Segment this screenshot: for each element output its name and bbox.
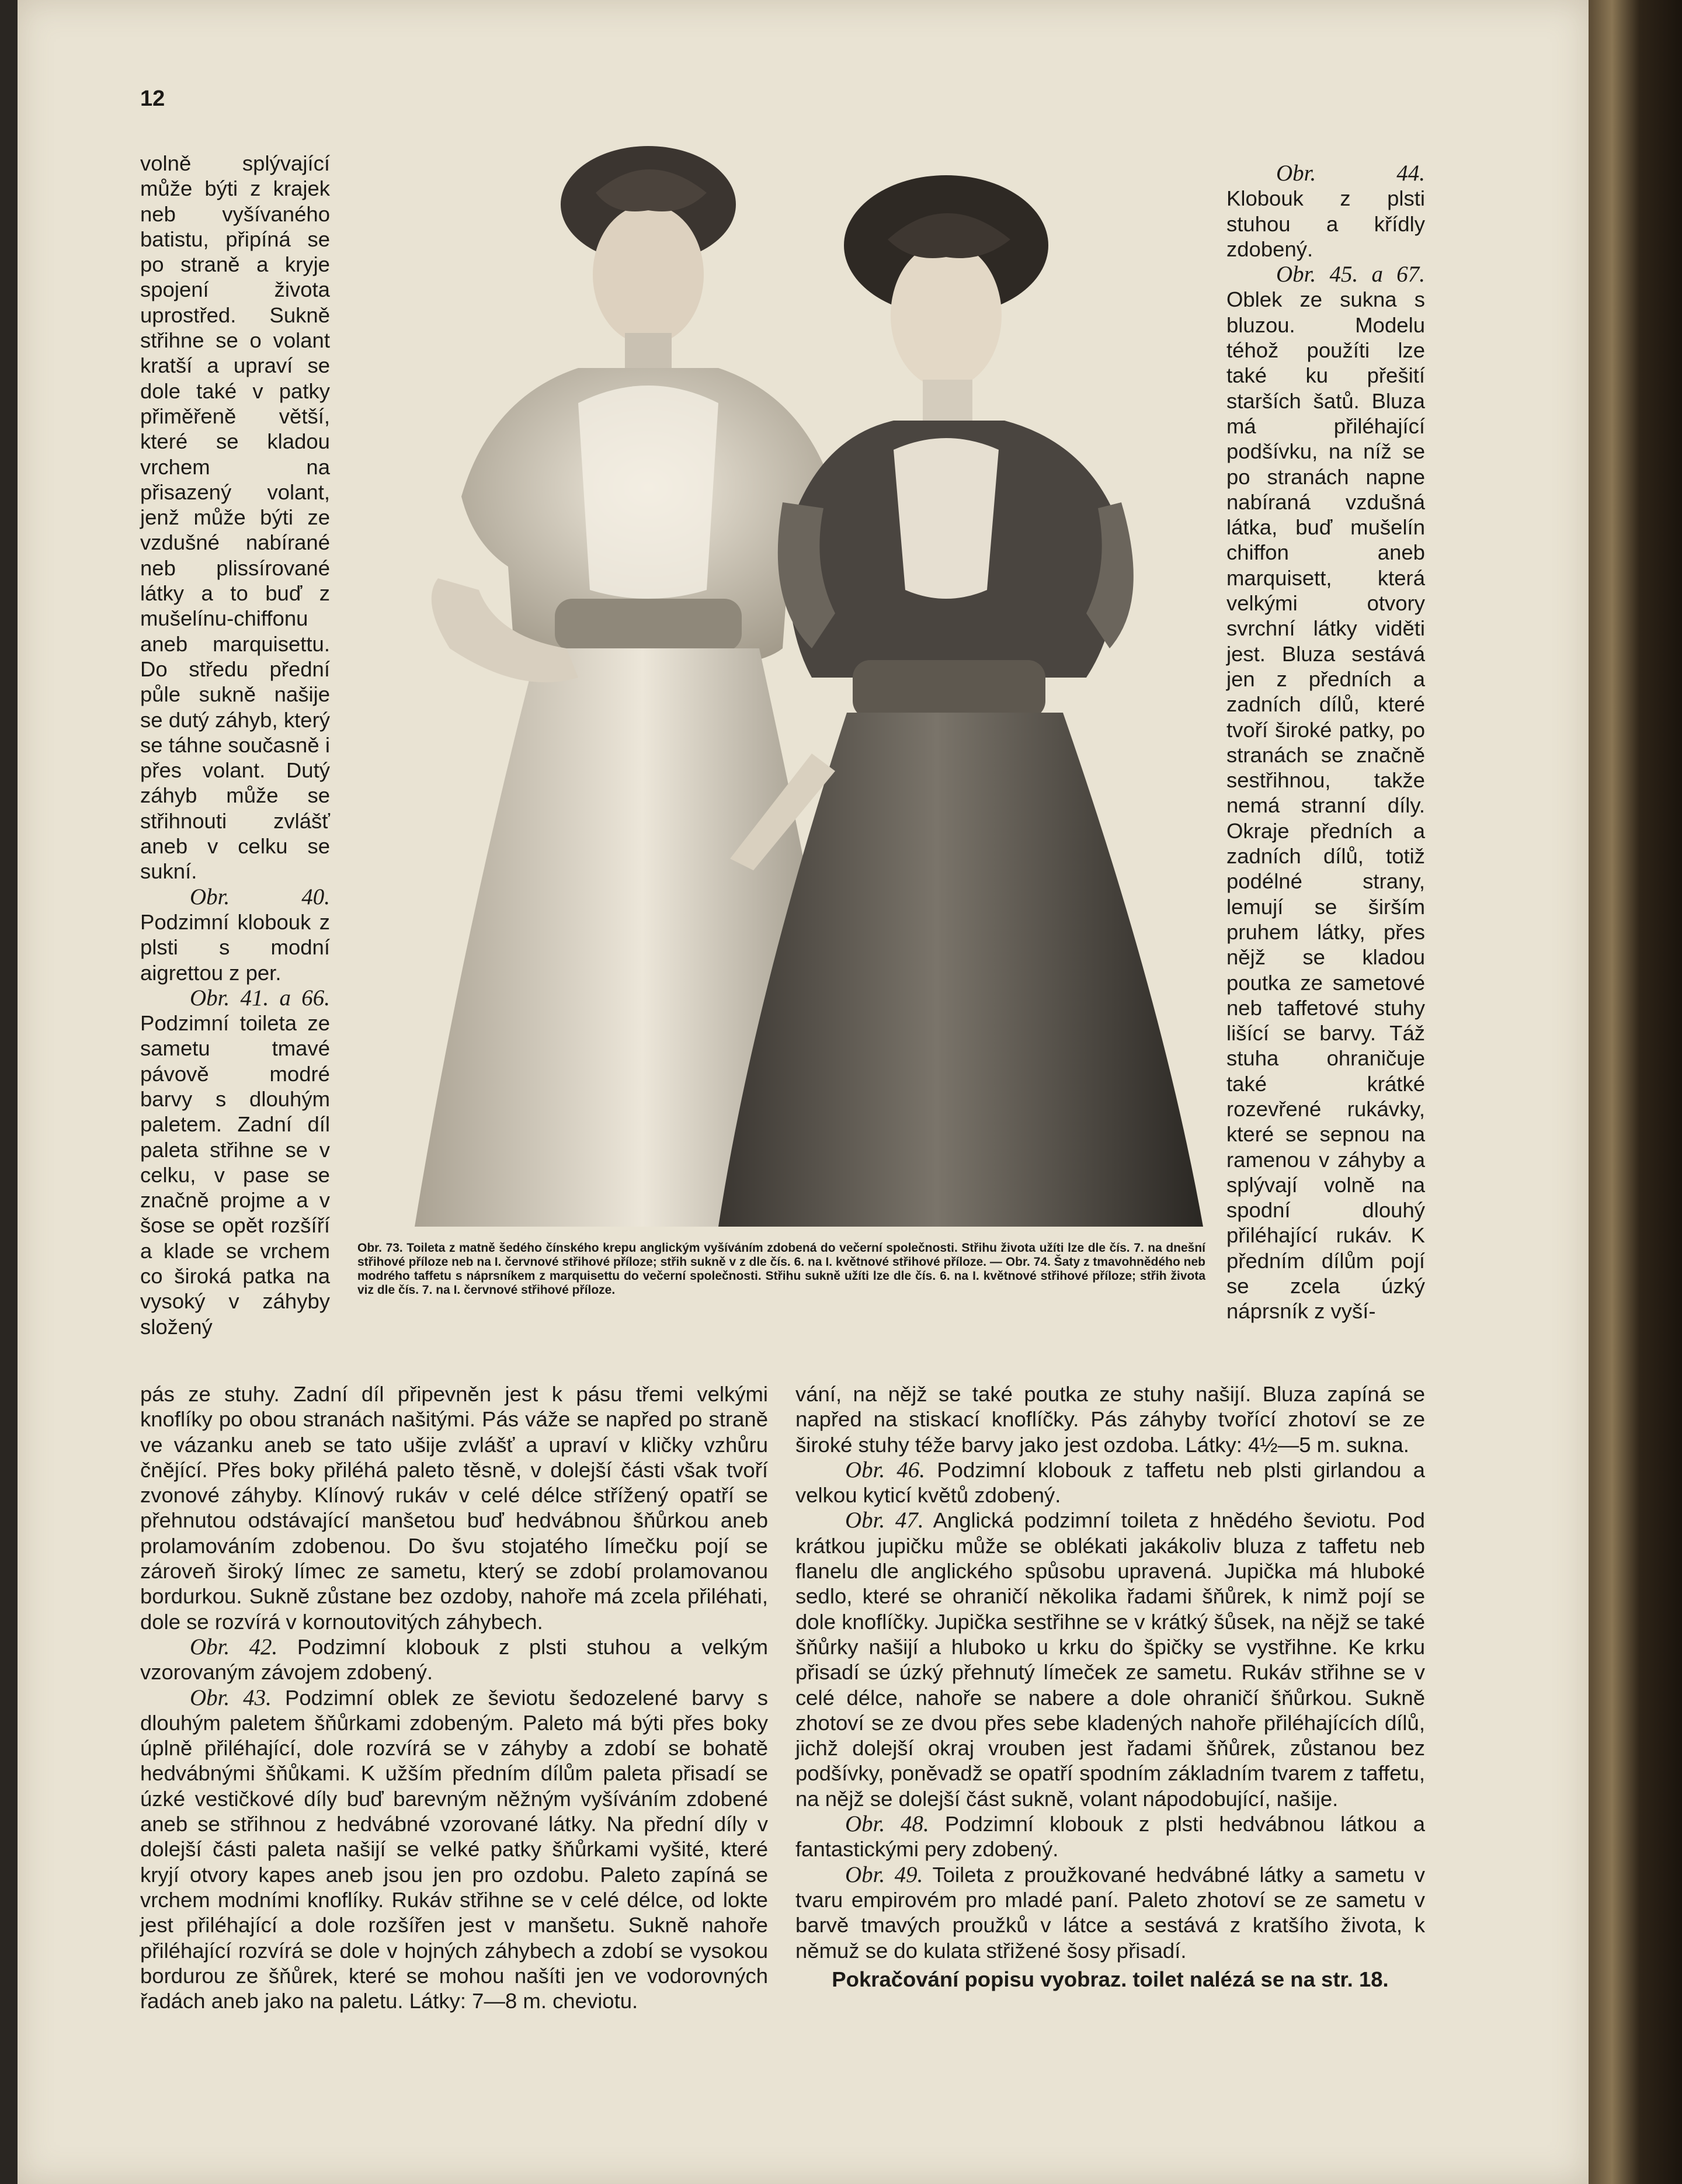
figure-reference: Obr. 41. a 66. xyxy=(190,985,330,1011)
figure-reference: Obr. 42. xyxy=(190,1634,278,1659)
figure-reference: Obr. 48. xyxy=(845,1811,929,1837)
figure-reference: Obr. 46. xyxy=(845,1457,925,1482)
bottom-left-column xyxy=(140,1381,768,2013)
paragraph: pás ze stuhy. Zadní díl připevněn jest k pásu třemi velkými knoflíky po obou stranách našitými. Pás váže se napřed po straně ve vázanku aneb se tato ušije zvlášť a upraví v kličky vzhůru čnějící. Přes boky přiléhá paleto těsně, v dolejší části však tvoří zvonové záhyby. Klínový rukáv v celé délce střížený opatří se přehnutou odstávající manšetou buď hedvábnou šňůrkou aneb prolamováním zdobenou. Do švu stojatého límečku pojí se zároveň široký límec ze sametu, který se zdobí prolamovanou bordurkou. Sukně zůstane bez ozdoby, nahoře má zcela přiléhati, dole se rozvírá v kornoutovitých záhybech. xyxy=(140,1382,768,1634)
paragraph-obr-45: Obr. 45. a 67. Oblek ze sukna s bluzou. Modelu téhož použíti lze také ku přešití starších šatů. Bluza má přiléhající podšívku, na níž se po stranách napne nabíraná vzdušná látka, buď mušelín chiffon aneb marquisett, která velkými otvory svrchní látky viděti jest. Bluza sestává jen z předních a zadních dílů, které tvoří široké patky, po stranách se značně sestřihnou, takže nemá stranní díly. Okraje předních a zadních dílů, totiž podélné strany, lemují se širším pruhem látky, přes nějž se kladou poutka ze sametové neb taffetové stuhy lišící se barvy. Táž stuha ohraničuje také krátké rozevřené rukávky, které se sepnou na ramenou v záhyby a splývají volně na spodní dlouhý přiléhající rukáv. K předním dílům pojí se zcela úzký náprsník z vyší- xyxy=(1226,262,1425,1324)
figure-reference: Obr. 49. xyxy=(845,1862,923,1887)
fashion-illustration xyxy=(403,123,1226,1238)
figure-reference: Obr. 45. a 67. xyxy=(1276,262,1425,287)
paragraph-obr-49: Obr. 49. Toileta z proužkované hedvábné látky a sametu v tvaru empirovém pro mladé paní. Paleto zhotoví se ze sametu v barvě tmavých proužků v látce a sestává z kratšího života, k němuž se do kulata střižené šosy přisadí. xyxy=(795,1862,1425,1963)
paragraph-obr-44: Obr. 44. Klobouk z plsti stuhou a křídly zdobený. xyxy=(1226,161,1425,261)
bottom-right-column xyxy=(795,1381,1425,1992)
page-number: 12 xyxy=(140,86,165,111)
figure-reference: Obr. 44. xyxy=(1276,161,1425,186)
figure-reference: Obr. 43. xyxy=(190,1685,272,1710)
right-column xyxy=(1226,161,1425,1324)
figure-reference: Obr. 47. xyxy=(845,1508,924,1533)
figure-reference: Obr. 40. xyxy=(190,884,330,909)
figure-74-woman xyxy=(718,175,1203,1227)
paragraph-obr-46: Obr. 46. Podzimní klobouk z taffetu neb plsti girlandou a velkou kyticí květů zdobený. xyxy=(795,1457,1425,1508)
paragraph: volně splývající může býti z krajek neb vyšívaného batistu, připíná se po straně a kryje spojení života uprostřed. Sukně střihne se o volant kratší a upraví se dole také v patky přiměřeně větší, které se kladou vrchem na přisazený volant, jenž může býti ze vzdušné nabírané neb plissírované látky a to buď z mušelínu-chiffonu aneb marquisettu. Do středu přední půle sukně našije se dutý záhyb, který se táhne současně i přes volant. Dutý záhyb může se střihnouti zvlášť aneb v celku se sukní. xyxy=(140,151,330,884)
paragraph-obr-42: Obr. 42. Podzimní klobouk z plsti stuhou a velkým vzorovaným závojem zdobený. xyxy=(140,1634,768,1685)
left-column xyxy=(140,151,330,1339)
paragraph-obr-41: Obr. 41. a 66. Podzimní toileta ze sametu tmavé pávově modré barvy s dlouhým paletem. Zadní díl paleta střihne se v celku, v pase se značně projme a v šose se opět rozšíří a klade se vrchem co široká patka na vysoký v záhyby složený xyxy=(140,985,330,1339)
continuation-note: Pokračování popisu vyobraz. toilet nalézá se na str. 18. xyxy=(832,1967,1389,1991)
figure-caption: Obr. 73. Toileta z matně šedého čínského krepu anglickým vyšíváním zdobená do večerní společnosti. Střihu života užíti lze dle čís. 7. na dnešní střihové příloze neb na I. červnové střihové příloze; střih sukně v z dle čís. 6. na I. květnové střihové příloze. — Obr. 74. Šaty z tmavohnědého neb modrého taffetu s náprsníkem z marquisettu do večerní společnosti. Střihu sukně užíti lze dle čís. 6. na I. květnové střihové příloze; střih života viz dle čís. 7. na I. červnové střihové příloze. xyxy=(357,1241,1205,1297)
paragraph-obr-48: Obr. 48. Podzimní klobouk z plsti hedvábnou látkou a fantastickými pery zdobený. xyxy=(795,1811,1425,1862)
paragraph-obr-43: Obr. 43. Podzimní oblek ze ševiotu šedozelené barvy s dlouhým paletem šňůrkami zdobeným. Paleto má býti přes boky úplně přiléhající, dole rozvírá se v záhyby a zdobí se bohatě hedvábnými šňůkami. K užším předním dílům paleta přisadí se úzké vestičkové díly buď barevným něžným vyšíváním zdobené aneb se střihnou z hedvábné vzorované látky. Na přední díly v dolejší části paleta našijí se velké patky šňůrkami vyšité, které kryjí otvory kapes aneb jsou jen pro ozdobu. Paleto zapíná se vrchem modními knoflíky. Rukáv střihne se v celé délce, od lokte jest přiléhající a dole rozšířen jest v manšetu. Sukně nahoře přiléhající rozvírá se dole v hojných záhybech a zdobí se vysokou bordurou ze šňůrek, které se mohou našíti jen ve vodorovných řadách aneb jako na paletu. Látky: 7—8 m. cheviotu. xyxy=(140,1685,768,2013)
book-spine xyxy=(1589,0,1682,2184)
paragraph-obr-40: Obr. 40. Podzimní klobouk z plsti s modní aigrettou z per. xyxy=(140,884,330,985)
paragraph: vání, na nějž se také poutka ze stuhy našijí. Bluza zapíná se napřed na stiskací knoflíčky. Pás záhyby tvořící zhotoví se ze široké stuhy téže barvy jako jest ozdoba. Látky: 4½—5 m. sukna. xyxy=(795,1382,1425,1457)
paragraph-obr-47: Obr. 47. Anglická podzimní toileta z hnědého ševiotu. Pod krátkou jupičku může se oblékati jakákoliv bluza z taffetu neb flanelu dle anglického spůsobu upravená. Jupička má hluboké sedlo, které se ohraničí několika řadami šňůrek, k nimž pojí se dole knoflíčky. Jupička sestřihne se v krátký šůsek, na nějž se také šňůrky našijí a hluboko u krku do špičky se vystřihne. Ke krku přisadí se úzký přehnutý límeček ze sametu. Rukáv střihne se v celé délce, nahoře se nabere a dole ohraničí šňůrkou. Sukně zhotoví se ze dvou přes sebe kladených nahoře přiléhajících dílů, jichž dolejší okraj vrouben jest řadami šňůrek, zůstanou bez podšívky, poněvadž se opatří spodním základním tvarem z taffetu, na nějž se dolejší část sukně, volant nápodobující, našije. xyxy=(795,1508,1425,1811)
